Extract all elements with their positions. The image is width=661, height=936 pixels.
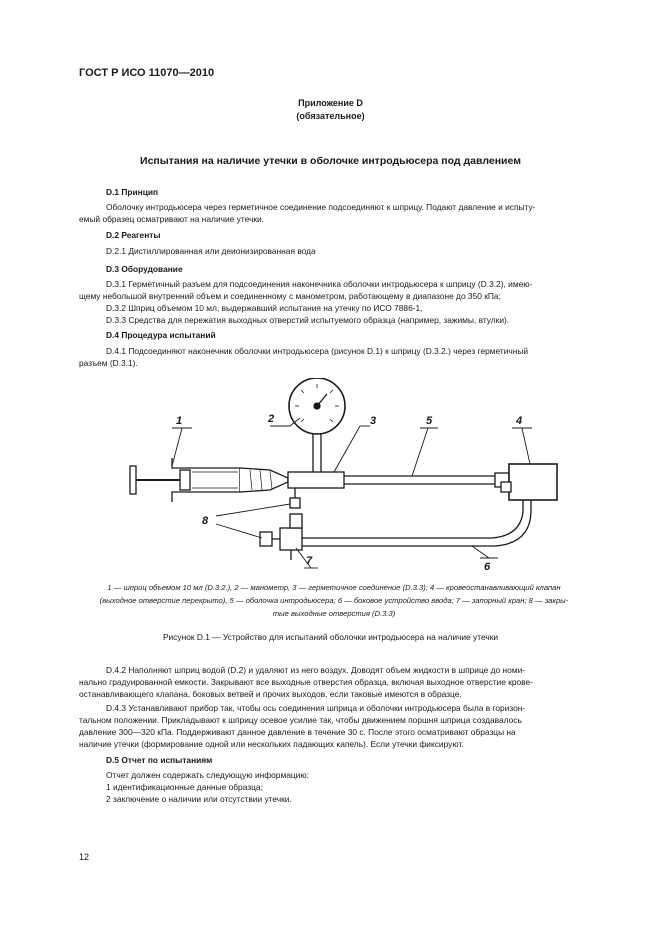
- section-d1-line2: емый образец осматривают на наличие утечки.: [79, 214, 264, 224]
- section-d5-item1: 1 идентификационные данные образца;: [106, 782, 263, 792]
- figure-label-5: 5: [426, 415, 433, 427]
- figure-legend-line1: 1 — шприц объемом 10 мл (D.3.2.), 2 — манометр, 3 — герметичное соединение (D.3.3); 4 — кровеостанавливающий клапан: [107, 583, 561, 592]
- section-d1-heading: D.1 Принцип: [106, 187, 159, 197]
- syringe-tip: [240, 468, 288, 492]
- stopcock: [280, 528, 302, 550]
- document-header: ГОСТ Р ИСО 11070—2010: [79, 67, 215, 79]
- figure-legend-line3: тые выходные отверстия (D.3.3): [272, 609, 396, 618]
- section-d4-p3c: давление 300—320 кПа. Поддерживают данное давление в течение 30 с. После этого осматривают образцы на: [79, 727, 516, 737]
- section-d5-p1: Отчет должен содержать следующую информацию:: [106, 770, 309, 780]
- page-title: Испытания на наличие утечки в оболочке интродьюсера под давлением: [140, 155, 521, 167]
- side-port-tube: [300, 500, 523, 538]
- figure-label-6: 6: [484, 561, 491, 573]
- section-d4-p3b: тальном положении. Прикладывают к шприцу осевое усилие так, чтобы движением поршня шприца создавалось: [79, 715, 522, 725]
- figure-legend-line2: (выходное отверстие перекрыто), 5 — оболочка интродьюсера; 6 — боковое устройство ввода; 7 — запорный кран; 8 — закры-: [99, 596, 569, 605]
- section-d3-heading: D.3 Оборудование: [106, 264, 183, 274]
- section-d4-heading: D.4 Процедура испытаний: [106, 330, 216, 340]
- page-number: 12: [79, 852, 90, 862]
- appendix-status: (обязательное): [296, 111, 365, 121]
- section-d4-p3d: наличие утечки (формирование одной или нескольких падающих капель). Если утечки фиксируют.: [79, 739, 464, 749]
- figure-label-1: 1: [176, 415, 183, 427]
- figure-d1-diagram: [120, 378, 580, 578]
- section-d2-heading: D.2 Реагенты: [106, 230, 161, 240]
- figure-label-4: 4: [516, 415, 523, 427]
- section-d4-p2b: нально градуированной емкости. Закрывают все выходные отверстия образца, включая выходное отверстие крове-: [79, 677, 533, 687]
- figure-caption: Рисунок D.1 — Устройство для испытаний оболочки интродьюсера на наличие утечки: [162, 632, 499, 642]
- section-d4-p1b: разъем (D.3.1).: [79, 358, 138, 368]
- section-d3-p3: D.3.3 Средства для пережатия выходных отверстий испытуемого образца (например, зажимы, втулки).: [106, 315, 510, 325]
- figure-label-3: 3: [370, 415, 377, 427]
- section-d3-p1b: щему небольшой внутренний объем и соединенному с манометром, работающему в диапазоне до 350 кПа;: [79, 291, 501, 301]
- tee-junction: [288, 472, 344, 488]
- section-d3-p1a: D.3.1 Герметичный разъем для подсоединения наконечника оболочки интродьюсера к шприцу (D.3.2), имею-: [106, 279, 533, 289]
- figure-label-7: 7: [306, 555, 313, 567]
- closed-outlet-left: [260, 532, 272, 546]
- section-d2-p1: D.2.1 Дистиллированная или деионизированная вода: [106, 246, 316, 256]
- haemostasis-valve: [509, 464, 557, 500]
- section-d4-p2c: останавливающего клапана, боковых ветвей и прочих выходов, если таковые имеются в образце.: [79, 689, 462, 699]
- section-d5-heading: D.5 Отчет по испытаниям: [106, 755, 213, 765]
- section-d4-p1a: D.4.1 Подсоединяют наконечник оболочки интродьюсера (рисунок D.1) к шприцу (D.3.2.) через герметичный: [106, 346, 529, 356]
- section-d1-line1: Оболочку интродьюсера через герметичное соединение подсоединяют к шприцу. Подают давление и испыту-: [106, 202, 536, 212]
- figure-label-8: 8: [202, 515, 209, 527]
- closed-outlet-top: [290, 498, 300, 508]
- figure-label-2: 2: [268, 413, 275, 425]
- syringe-piston: [180, 470, 190, 490]
- section-d3-p2: D.3.2 Шприц объемом 10 мл, выдержавший испытания на утечку по ИСО 7886-1,: [106, 303, 423, 313]
- syringe-plunger-handle: [130, 466, 136, 494]
- appendix-label: Приложение D: [298, 98, 363, 108]
- section-d4-p3a: D.4.3 Устанавливают прибор так, чтобы ось соединения шприца и оболочки интродьюсера была в горизон-: [106, 703, 526, 713]
- section-d5-item2: 2 заключение о наличии или отсутствии утечки.: [106, 794, 292, 804]
- section-d4-p2a: D.4.2 Наполняют шприц водой (D.2) и удаляют из него воздух. Доводят объем жидкости в шприце до номи-: [106, 665, 526, 675]
